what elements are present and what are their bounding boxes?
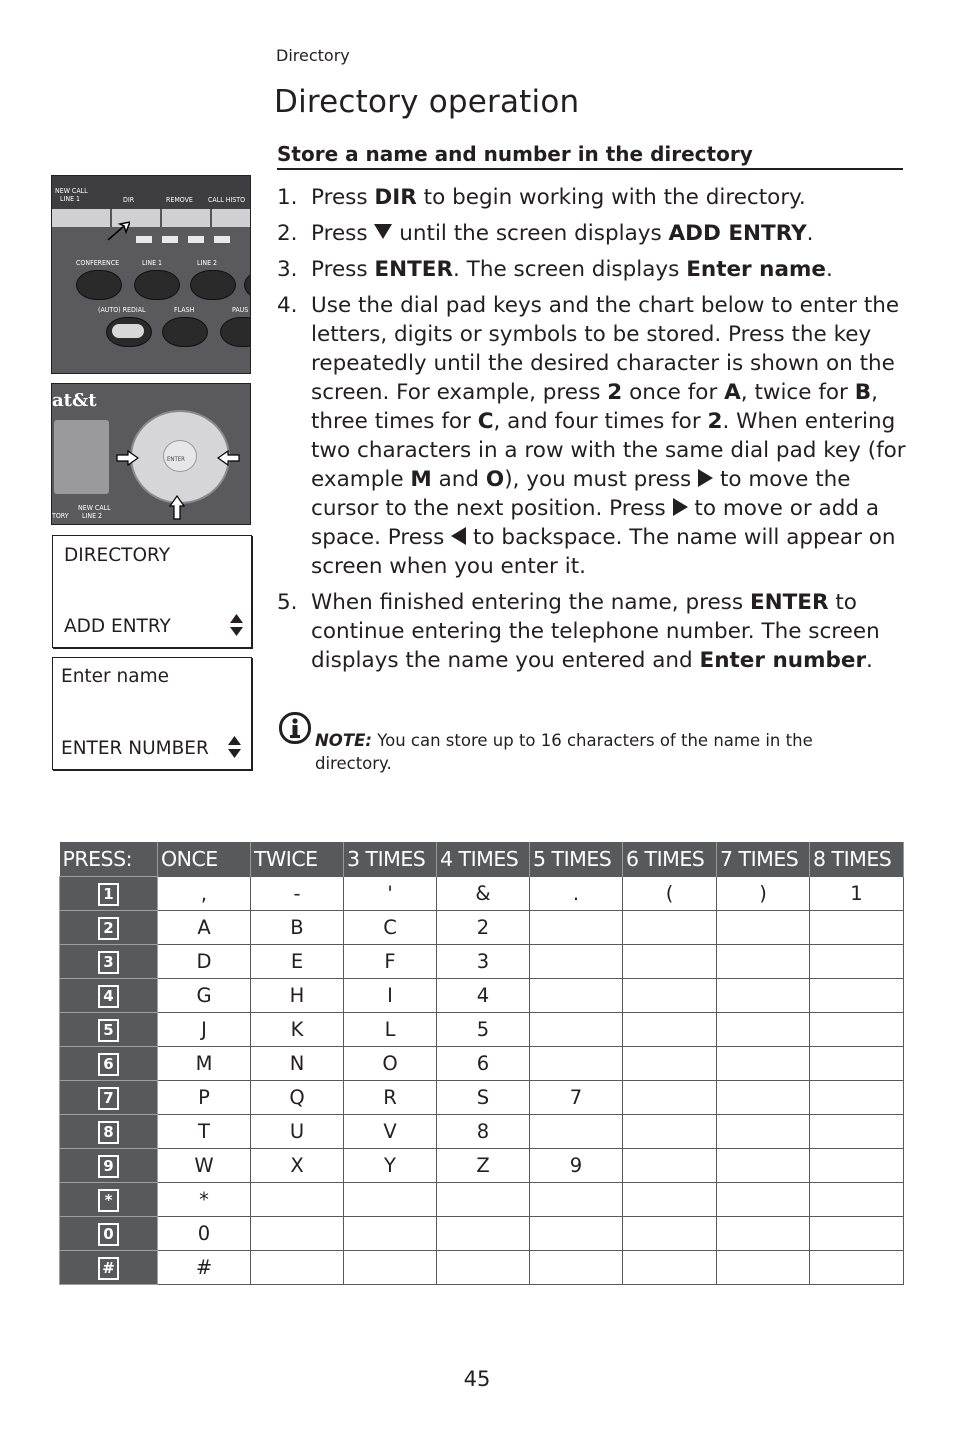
chart-header-cell: 6 TIMES <box>623 842 717 877</box>
image-label: LINE 2 <box>82 512 103 520</box>
chart-cell: Z <box>437 1149 530 1183</box>
chart-header-cell: ONCE <box>158 842 251 877</box>
section-label: Directory <box>276 46 350 65</box>
chart-cell <box>437 1217 530 1251</box>
dial-key-cell <box>60 979 158 1013</box>
image-label: LINE 1 <box>142 259 163 267</box>
step-text-run: , twice for <box>740 380 855 405</box>
step-item <box>277 219 911 248</box>
phone-navigation-image <box>51 383 251 525</box>
chart-cell: # <box>158 1251 251 1285</box>
chart-cell <box>810 911 904 945</box>
info-icon <box>279 712 311 744</box>
indicator-light <box>214 236 230 243</box>
step-text <box>311 221 814 246</box>
steps-list <box>277 183 911 682</box>
step-text-run: When finished entering the name, press <box>311 590 750 615</box>
chart-cell <box>623 1081 717 1115</box>
step-text-run: once for <box>622 380 725 405</box>
chart-cell: . <box>530 877 623 911</box>
dial-key-icon: 5 <box>98 1019 119 1042</box>
image-label: PAUS <box>232 306 249 314</box>
chart-cell <box>810 945 904 979</box>
chart-cell <box>717 1047 810 1081</box>
chart-cell: Q <box>251 1081 344 1115</box>
right-pointer-icon <box>116 450 140 466</box>
step-item <box>277 255 911 284</box>
chart-cell <box>623 911 717 945</box>
step-bold-run: 2 <box>707 409 723 434</box>
chart-cell <box>717 1251 810 1285</box>
chart-cell <box>810 1081 904 1115</box>
step-bold-run: ENTER <box>749 590 829 615</box>
step-text-run: . <box>825 257 833 282</box>
chart-cell: 6 <box>437 1047 530 1081</box>
chart-cell: C <box>344 911 437 945</box>
chart-cell <box>344 1217 437 1251</box>
dial-key-cell <box>60 911 158 945</box>
chart-cell: L <box>344 1013 437 1047</box>
chart-cell: ) <box>717 877 810 911</box>
chart-cell: F <box>344 945 437 979</box>
flash-key <box>162 317 208 347</box>
screen-line-1: DIRECTORY <box>64 545 170 566</box>
chart-cell: 7 <box>530 1081 623 1115</box>
chart-cell <box>810 1217 904 1251</box>
down-arrow-icon <box>374 224 392 239</box>
step-bold-run: C <box>477 409 494 434</box>
step-text-run: Press <box>311 257 375 282</box>
image-label: LINE 1 <box>60 195 81 203</box>
chart-row <box>60 1217 904 1251</box>
left-pointer-icon <box>216 450 240 466</box>
chart-cell: 2 <box>437 911 530 945</box>
indicator-light <box>136 236 152 243</box>
chart-cell: 8 <box>437 1115 530 1149</box>
step-number: 3. <box>277 257 298 282</box>
up-down-arrows-icon <box>230 614 243 636</box>
chart-header-cell: 3 TIMES <box>344 842 437 877</box>
chart-header-cell: 7 TIMES <box>717 842 810 877</box>
chart-cell: T <box>158 1115 251 1149</box>
chart-cell <box>530 911 623 945</box>
chart-row <box>60 1081 904 1115</box>
screen-line-2: ADD ENTRY <box>64 616 171 637</box>
chart-cell <box>530 1047 623 1081</box>
dial-key-cell <box>60 1217 158 1251</box>
chart-row <box>60 945 904 979</box>
image-label: (AUTO) REDIAL <box>98 306 146 314</box>
chart-cell <box>251 1251 344 1285</box>
step-text-run: until the screen displays <box>392 221 669 246</box>
chart-cell: V <box>344 1115 437 1149</box>
chart-cell <box>437 1251 530 1285</box>
chart-cell <box>717 1081 810 1115</box>
image-label: NEW CALL <box>78 504 111 512</box>
chart-header-cell: 5 TIMES <box>530 842 623 877</box>
step-text <box>311 185 806 210</box>
image-label: FLASH <box>174 306 195 314</box>
chart-header-cell: PRESS: <box>60 842 158 877</box>
right-arrow-icon <box>698 469 713 487</box>
up-down-arrows-icon <box>228 736 241 758</box>
chart-cell: W <box>158 1149 251 1183</box>
extra-key <box>244 270 251 300</box>
chart-cell: I <box>344 979 437 1013</box>
dial-key-icon: 1 <box>98 883 119 906</box>
step-bold-run: DIR <box>374 185 417 210</box>
step-text-run: , and four times for <box>493 409 708 434</box>
screen-line-1: Enter name <box>61 666 170 687</box>
chart-cell <box>623 1149 717 1183</box>
dial-key-cell <box>60 1149 158 1183</box>
step-text-run: . <box>866 648 873 673</box>
chart-cell <box>623 1013 717 1047</box>
page-title: Directory operation <box>274 84 580 120</box>
image-label: DIR <box>123 196 135 204</box>
chart-cell <box>717 1183 810 1217</box>
chart-cell <box>344 1183 437 1217</box>
chart-cell: 4 <box>437 979 530 1013</box>
image-label: LINE 2 <box>197 259 218 267</box>
phone-buttons-image <box>51 175 251 374</box>
image-label: ENTER <box>167 456 185 463</box>
step-number: 1. <box>277 185 298 210</box>
step-text-run: . When entering two characters in a row with the same dial pad key (for example <box>311 409 906 492</box>
step-bold-run: 2 <box>607 380 623 405</box>
step-text-run: Use the dial pad keys and the chart below to enter the letters, digits or symbols to be stored. Press the key repeatedly until the desired character is shown on the screen. For example, press <box>311 293 900 405</box>
step-text <box>311 590 880 673</box>
note-text: You can store up to 16 characters of the name in the directory. <box>315 731 813 773</box>
brand-logo: at&t <box>52 390 97 411</box>
chart-cell <box>623 1115 717 1149</box>
image-label: CALL HISTO <box>208 196 246 204</box>
chart-cell <box>810 1047 904 1081</box>
chart-row <box>60 1013 904 1047</box>
step-text-run: to backspace. The name will appear on screen when you enter it. <box>311 525 896 579</box>
up-pointer-icon <box>169 494 185 520</box>
pointer-arrow-icon <box>106 220 130 242</box>
chart-cell: J <box>158 1013 251 1047</box>
chart-cell <box>623 1183 717 1217</box>
chart-cell: Y <box>344 1149 437 1183</box>
note <box>315 729 875 775</box>
chart-cell: G <box>158 979 251 1013</box>
chart-cell <box>810 979 904 1013</box>
chart-cell: 9 <box>530 1149 623 1183</box>
dial-key-icon: 9 <box>98 1155 119 1178</box>
indicator-light <box>188 236 204 243</box>
dial-key-cell <box>60 1013 158 1047</box>
left-arrow-icon <box>451 527 466 545</box>
image-label: TORY <box>52 512 69 520</box>
chart-cell: D <box>158 945 251 979</box>
chart-cell <box>623 1217 717 1251</box>
dial-key-cell <box>60 1183 158 1217</box>
step-number: 5. <box>277 590 298 615</box>
chart-cell: ( <box>623 877 717 911</box>
chart-cell <box>717 945 810 979</box>
step-bold-run: O <box>485 467 505 492</box>
chart-cell: P <box>158 1081 251 1115</box>
chart-row <box>60 1251 904 1285</box>
chart-row <box>60 877 904 911</box>
chart-row <box>60 979 904 1013</box>
indicator-light <box>162 236 178 243</box>
screen-enter-name <box>52 657 252 770</box>
dial-key-cell <box>60 877 158 911</box>
line1-key <box>134 270 180 300</box>
dial-key-icon: 4 <box>98 985 119 1008</box>
screen-line-2: ENTER NUMBER <box>61 738 209 759</box>
chart-row <box>60 1047 904 1081</box>
chart-cell <box>717 1115 810 1149</box>
dial-key-cell <box>60 1081 158 1115</box>
line2-key <box>190 270 236 300</box>
chart-cell: X <box>251 1149 344 1183</box>
chart-cell: A <box>158 911 251 945</box>
dial-key-icon: 0 <box>98 1223 119 1246</box>
chart-cell: 3 <box>437 945 530 979</box>
chart-cell <box>717 1217 810 1251</box>
chart-row <box>60 911 904 945</box>
step-text-run: ), you must press <box>504 467 699 492</box>
chart-cell: K <box>251 1013 344 1047</box>
chart-cell: M <box>158 1047 251 1081</box>
chart-cell <box>623 1047 717 1081</box>
dial-key-icon: 8 <box>98 1121 119 1144</box>
image-label: CONFERENCE <box>76 259 120 267</box>
chart-cell <box>717 1013 810 1047</box>
chart-cell: R <box>344 1081 437 1115</box>
chart-cell <box>810 1251 904 1285</box>
chart-cell <box>810 1149 904 1183</box>
step-text-run: to move or add a space. Press <box>311 496 880 550</box>
step-bold-run: M <box>410 467 432 492</box>
chart-cell: 5 <box>437 1013 530 1047</box>
phone-display <box>54 420 109 494</box>
step-bold-run: A <box>724 380 741 405</box>
dial-key-icon: 7 <box>98 1087 119 1110</box>
step-text-run: Press <box>311 185 375 210</box>
step-bold-run: ENTER <box>374 257 454 282</box>
chart-cell: S <box>437 1081 530 1115</box>
dial-key-icon: # <box>98 1257 119 1280</box>
step-text-run: Press <box>311 221 375 246</box>
image-label: REMOVE <box>166 196 193 204</box>
step-item <box>277 183 911 212</box>
chart-header-cell: 4 TIMES <box>437 842 530 877</box>
step-text <box>311 293 906 579</box>
chart-cell: 0 <box>158 1217 251 1251</box>
chart-header-cell: 8 TIMES <box>810 842 904 877</box>
step-text <box>311 257 833 282</box>
step-bold-run: B <box>854 380 872 405</box>
redial-key <box>106 317 152 347</box>
chart-cell <box>530 1183 623 1217</box>
chart-cell <box>717 911 810 945</box>
chart-cell: H <box>251 979 344 1013</box>
chart-cell <box>530 1251 623 1285</box>
chart-cell: E <box>251 945 344 979</box>
chart-row <box>60 1149 904 1183</box>
chart-cell <box>251 1183 344 1217</box>
dial-key-cell <box>60 1115 158 1149</box>
step-number: 2. <box>277 221 298 246</box>
chart-cell <box>717 979 810 1013</box>
step-item <box>277 291 911 581</box>
step-bold-run: ADD ENTRY <box>668 221 807 246</box>
dial-key-cell <box>60 1047 158 1081</box>
chart-cell: * <box>158 1183 251 1217</box>
screen-add-entry <box>52 535 252 648</box>
dial-key-icon: 2 <box>98 917 119 940</box>
chart-cell: O <box>344 1047 437 1081</box>
chart-cell <box>530 945 623 979</box>
page-number: 45 <box>463 1367 491 1391</box>
step-text-run: . <box>806 221 814 246</box>
chart-cell <box>437 1183 530 1217</box>
step-text-run: and <box>431 467 486 492</box>
chart-cell <box>530 1115 623 1149</box>
chart-cell <box>530 979 623 1013</box>
note-label: NOTE: <box>315 731 372 750</box>
chart-header-cell: TWICE <box>251 842 344 877</box>
step-number: 4. <box>277 293 298 318</box>
pause-key <box>220 317 251 347</box>
chart-cell: U <box>251 1115 344 1149</box>
chart-cell <box>810 1013 904 1047</box>
step-text-run: , three times for <box>311 380 878 434</box>
chart-cell <box>623 945 717 979</box>
subheading: Store a name and number in the directory <box>277 142 903 170</box>
conference-key <box>76 270 122 300</box>
chart-cell <box>623 979 717 1013</box>
right-arrow-icon <box>673 498 688 516</box>
dial-key-icon: 3 <box>98 951 119 974</box>
chart-row <box>60 1115 904 1149</box>
chart-header-row <box>60 842 904 877</box>
chart-cell: 1 <box>810 877 904 911</box>
chart-cell <box>530 1013 623 1047</box>
chart-cell <box>251 1217 344 1251</box>
chart-cell: ' <box>344 877 437 911</box>
chart-cell <box>623 1251 717 1285</box>
chart-cell <box>810 1183 904 1217</box>
dial-key-icon: * <box>98 1189 119 1212</box>
character-chart <box>59 842 903 1285</box>
step-text-run: to begin working with the directory. <box>416 185 806 210</box>
chart-cell: , <box>158 877 251 911</box>
chart-cell: - <box>251 877 344 911</box>
chart-cell: N <box>251 1047 344 1081</box>
step-bold-run: Enter number <box>699 648 867 673</box>
step-item <box>277 588 911 675</box>
step-bold-run: Enter name <box>686 257 826 282</box>
chart-cell <box>530 1217 623 1251</box>
dial-key-cell <box>60 945 158 979</box>
dial-key-icon: 6 <box>98 1053 119 1076</box>
chart-cell: & <box>437 877 530 911</box>
chart-row <box>60 1183 904 1217</box>
chart-cell <box>344 1251 437 1285</box>
image-label: NEW CALL <box>55 187 88 195</box>
dial-key-cell <box>60 1251 158 1285</box>
step-text-run: to move the cursor to the next position. Press <box>311 467 851 521</box>
chart-cell <box>717 1149 810 1183</box>
step-text-run: to continue entering the telephone number. The screen displays the name you entered and <box>311 590 880 673</box>
step-text-run: . The screen displays <box>453 257 687 282</box>
chart-cell: B <box>251 911 344 945</box>
chart-cell <box>810 1115 904 1149</box>
